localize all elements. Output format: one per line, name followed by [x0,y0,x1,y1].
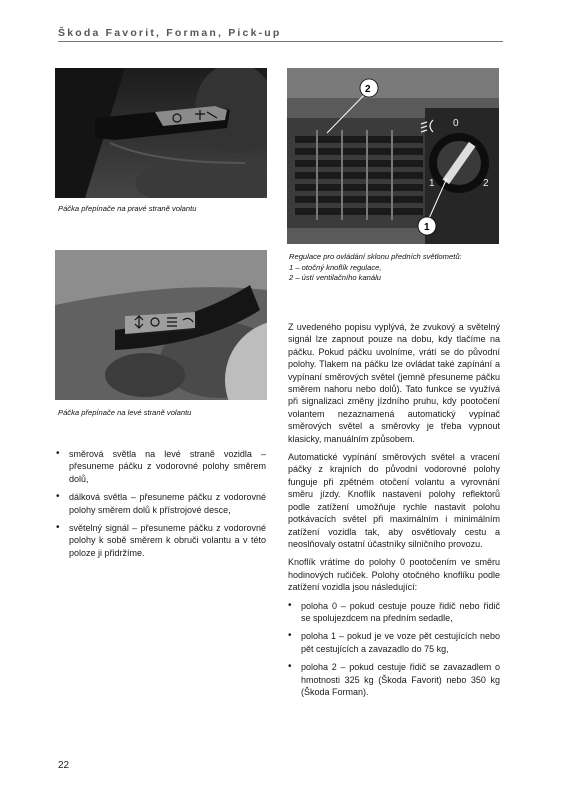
caption-line: 1 – otočný knoflík regulace, [289,262,382,272]
paragraph: Knoflík vrátíme do polohy 0 pootočením ve směru hodinových ručiček. Polohy otočného knoflíku podle zatížení vozidla jsou následující: [288,557,500,593]
photo-headlamp-knob [287,68,499,244]
caption-line: 2 – ústí ventilačního kanálu [289,273,382,282]
list-item: • světelný signál – přesuneme páčku z vodorovné polohy k sobě směrem k obruči volantu a v této poloze ji přidržíme. [56,522,266,559]
left-column [56,448,266,565]
callout-2: 2 [365,84,371,95]
header-rule [58,41,503,42]
caption-right-stalk: Páčka přepínače na pravé straně volantu [58,204,197,213]
right-column [288,321,500,704]
callout-1: 1 [424,222,430,233]
page-number: 22 [58,760,70,771]
paragraph: Z uvedeného popisu vyplývá, že zvukový a světelný signál lze zapnout pouze na dobu, kdy tlačíme na páčku. Pokud páčku uvolníme, vrátí se do původní polohy. Tlakem na páčku lze ovládat také zapínání a vypínaní směrových světel (jemně přesuneme páčku směrem nahoru nebo dolů). Tato funkce se využívá při signalizaci změny jízdního pruhu, kdy pootočení volantem nezaznamená automatický vypínač směrových světel a směrovky je třeba vypnout klasicky, manuálním způsobem. [288,322,500,444]
dial-mark-2: 2 [483,178,489,189]
paragraph: Automatické vypínání směrových světel a vracení páčky z krajních do původní vodorovné polohy funguje při zpětném otočení volantu a vyrovnání směru jízdy. Knoflík nastavení polohy reflektorů podle zatížení umožňuje rychle nastavit polohu potkávacích světel při maximálním i minimálním zatížení vozidla tak, aby osvětlovaly cestu a neoslňovaly ostatní účastníky silničního provozu. [288,452,500,549]
running-header: Škoda Favorit, Forman, Pick-up [58,27,282,39]
list-item: • dálková světla – přesuneme páčku z vodorovné polohy směrem dolů k přístrojové desce, [56,491,266,516]
caption-headlamp-knob [289,252,501,284]
caption-line: Regulace pro ovládání sklonu předních světlometů: [289,252,462,261]
caption-left-stalk: Páčka přepínače na levé straně volantu [58,408,192,417]
dial-mark-1: 1 [429,178,435,189]
photo-left-stalk [55,250,267,400]
photo-right-stalk [55,68,267,198]
list-item: • poloha 2 – pokud cestuje řidič se zavazadlem o hmotnosti 325 kg (Škoda Favorit) nebo 350 kg (Škoda Forman). [288,661,500,698]
list-item: • směrová světla na levé straně vozidla – přesuneme páčku z vodorovné polohy směrem dolů, [56,448,266,485]
dial-mark-0: 0 [453,118,459,129]
list-item: • poloha 1 – pokud je ve voze pět cestujících nebo pět cestujících a zavazadlo do 75 kg, [288,630,500,655]
list-item: • poloha 0 – pokud cestuje pouze řidič nebo řidič se spolujezdcem na předním sedadle, [288,600,500,625]
